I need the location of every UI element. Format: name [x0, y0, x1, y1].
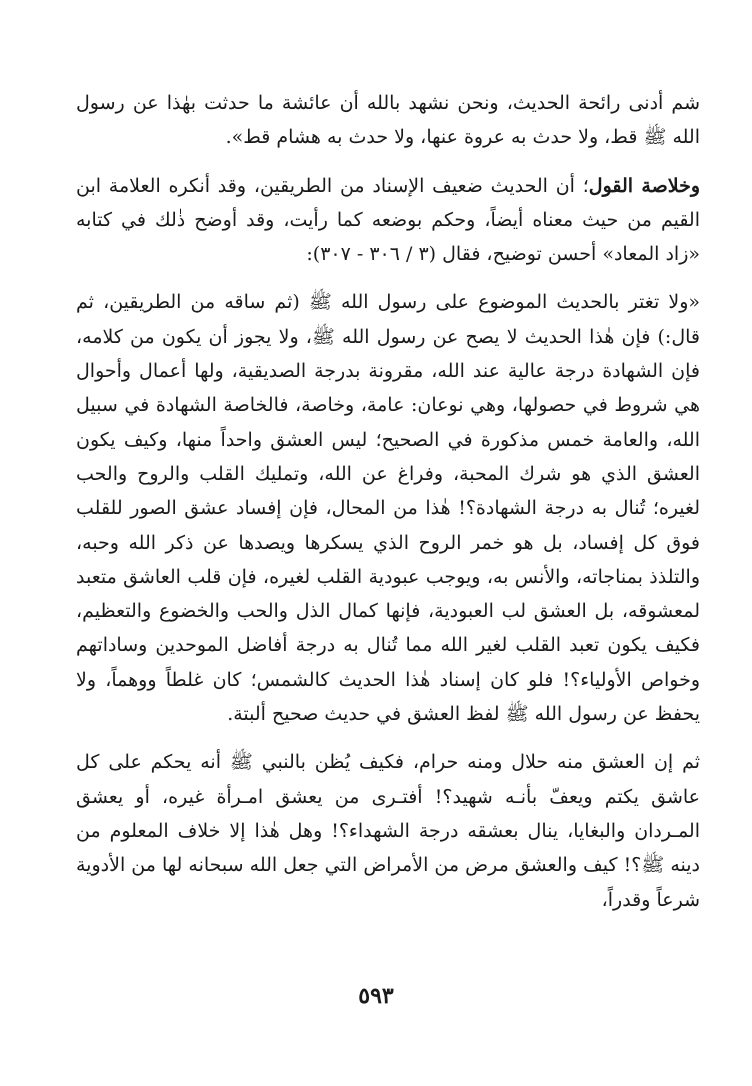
- paragraph-3-quote: [76, 285, 700, 731]
- paragraph-1-text: شم أدنى رائحة الحديث، ونحن نشهد بالله أن عائشة ما حدثت بهٰذا عن رسول الله ﷺ قط، ولا حدث به عروة عنها، ولا حدث به هشام قط».: [76, 92, 700, 149]
- paragraph-2-lead: وخلاصة القول: [588, 174, 700, 197]
- paragraph-3-text: «ولا تغتر بالحديث الموضوع على رسول الله ﷺ (ثم ساقه من الطريقين، ثم قال:) فإن هٰذا الحديث لا يصح عن رسول الله ﷺ، ولا يجوز أن يكون من كلامه، فإن الشهادة درجة عالية عند الله، مقرونة بدرجة الصديقية، ولها أعمال وأحوال هي شروط في حصولها، وهي نوعان: عامة، وخاصة، فالخاصة الشهادة في سبيل الله، والعامة خمس مذكورة في الصحيح؛ ليس العشق واحداً منها، وكيف يكون العشق الذي هو شرك المحبة، وفراغ عن الله، وتمليك القلب والروح والحب لغيره؛ تُنال به درجة الشهادة؟! هٰذا من المحال، فإن إفساد عشق الصور للقلب فوق كل إفساد، بل هو خمر الروح الذي يسكرها ويصدها عن ذكر الله وحبه، والتلذذ بمناجاته، والأنس به، ويوجب عبودية القلب لغيره، فإن قلب العاشق متعبد لمعشوقه، بل العشق لب العبودية، فإنها كمال الذل والحب والخضوع والتعظيم، فكيف يكون تعبد القلب لغير الله مما تُنال به درجة أفاضل الموحدين وساداتهم وخواص الأولياء؟! فلو كان إسناد هٰذا الحديث كالشمس؛ كان غلطاً ووهماً، ولا يحفظ عن رسول الله ﷺ لفظ العشق في حديث صحيح ألبتة.: [76, 291, 700, 726]
- paragraph-2-text: ؛ أن الحديث ضعيف الإسناد من الطريقين، وقد أنكره العلامة ابن القيم من حيث معناه أيضاً، وحكم بوضعه كما رأيت، وقد أوضح ذٰلك في كتابه «زاد المعاد» أحسن توضيح، فقال (٣ / ٣٠٦ - ٣٠٧):: [76, 174, 700, 266]
- page-number: ٥٩٣: [358, 983, 394, 1009]
- paragraph-1: [76, 86, 700, 155]
- paragraph-2: [76, 169, 700, 272]
- paragraph-4-text: ثم إن العشق منه حلال ومنه حرام، فكيف يُظن بالنبي ﷺ أنه يحكم على كل عاشق يكتم ويعفّ بأنـه شهيد؟! أفتـرى من يعشق امـرأة غيره، أو يعشق المـردان والبغايا، ينال بعشقه درجة الشهداء؟! وهل هٰذا إلا خلاف المعلوم من دينه ﷺ؟! كيف والعشق مرض من الأمراض التي جعل الله سبحانه لها من الأدوية شرعاً وقدراً،: [76, 751, 700, 911]
- page-body: [76, 86, 700, 917]
- paragraph-4: [76, 745, 700, 916]
